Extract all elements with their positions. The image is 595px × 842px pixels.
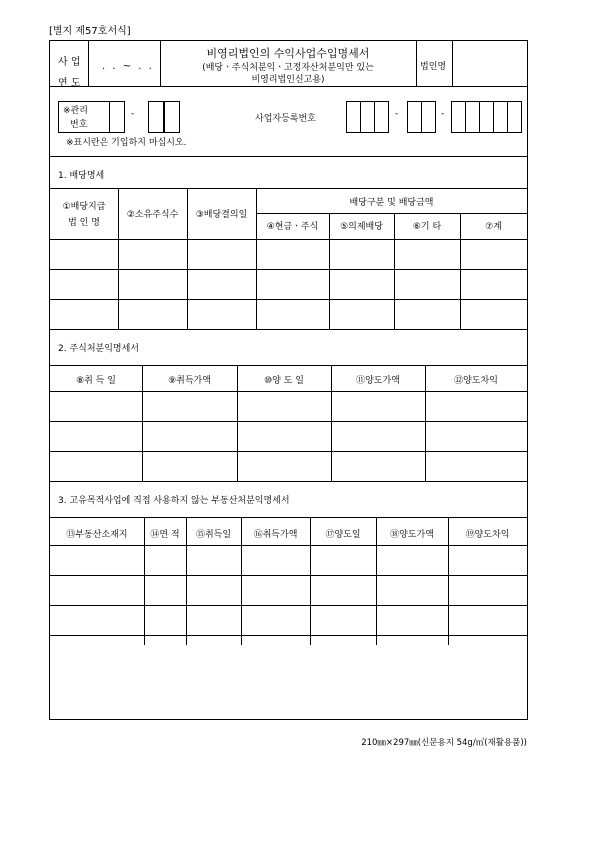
col-header-prop-transfer-price: ⑱양도가액 (390, 530, 434, 540)
table-row (50, 421, 527, 422)
col-header-dividend-payer-2: 법 인 명 (68, 218, 100, 228)
col-header-transfer-price: ⑪양도가액 (356, 376, 400, 386)
col-header-acquisition-price: ⑨취득가액 (168, 376, 211, 386)
divider (50, 481, 527, 482)
form-frame (49, 40, 528, 720)
biz-reg-digit-box[interactable] (374, 101, 389, 133)
table-row (50, 451, 527, 452)
col-header-dividend-payer-1: ①배당지급 (62, 202, 106, 212)
table-row (50, 391, 527, 392)
mgmt-no-label-2: 번호 (70, 120, 88, 130)
biz-reg-digit-box[interactable] (421, 101, 436, 133)
form-number-label: [별지 제57호서식] (49, 26, 131, 37)
biz-reg-label: 사업자등록번호 (255, 114, 316, 124)
divider (50, 517, 527, 518)
biz-reg-digit-box[interactable] (493, 101, 508, 133)
table-row (50, 575, 527, 576)
col-header-transfer-gain: ⑫양도차익 (454, 376, 498, 386)
divider (50, 86, 527, 87)
col-header-prop-acquisition-price: ⑯취득가액 (253, 530, 298, 540)
col-header-prop-transfer-gain: ⑲양도차익 (465, 530, 510, 540)
col-header-transfer-date: ⑩양 도 일 (264, 376, 304, 386)
section3-title: 3. 고유목적사업에 직접 사용하지 않는 부동산처분익명세서 (58, 496, 290, 506)
table-row (50, 239, 527, 240)
mgmt-no-digit-box[interactable] (164, 101, 180, 133)
biz-reg-digit-box[interactable] (407, 101, 422, 133)
dash: - (395, 109, 399, 119)
table-row (50, 269, 527, 270)
form-subtitle-2: 비영리법인신고용) (251, 75, 325, 85)
col-header-acquisition-date: ⑧취 득 일 (76, 376, 116, 386)
table-row (50, 545, 527, 546)
paper-size-footer: 210㎜×297㎜(신문용지 54g/㎡(재활용품)) (361, 738, 527, 748)
table-row (50, 605, 527, 606)
biz-reg-digit-box[interactable] (451, 101, 466, 133)
col-header-dividend-resolution-date: ③배당결의일 (195, 210, 248, 220)
divider (50, 156, 527, 157)
col-header-other: ⑥기 타 (412, 222, 442, 232)
divider (256, 188, 257, 329)
col-header-area: ⑭면 적 (150, 530, 180, 540)
year-range-field[interactable]: . . ~ . . (102, 61, 154, 72)
divider (50, 188, 527, 189)
biz-reg-digit-box[interactable] (507, 101, 522, 133)
corp-name-label: 법인명 (420, 62, 447, 72)
business-year-label-1: 사 업 (58, 57, 81, 68)
table-row (50, 299, 527, 300)
note: ※표시란은 기입하지 마십시오. (66, 138, 187, 148)
divider (50, 635, 527, 636)
col-header-property-location: ⑬부동산소재지 (66, 530, 128, 540)
col-header-prop-transfer-date: ⑰양도일 (325, 530, 361, 540)
dash: - (131, 109, 135, 119)
divider (416, 41, 417, 86)
col-header-dividend-type-group: 배당구분 및 배당금액 (349, 198, 434, 208)
col-header-shares-owned: ②소유주식수 (126, 210, 179, 220)
biz-reg-digit-box[interactable] (465, 101, 480, 133)
business-year-label-2: 연 도 (58, 78, 81, 89)
biz-reg-digit-box[interactable] (479, 101, 494, 133)
section1-title: 1. 배당명세 (58, 171, 105, 181)
col-header-prop-acquisition-date: ⑮취득일 (195, 530, 232, 540)
col-header-total: ⑦계 (485, 222, 502, 232)
col-header-deemed-dividend: ⑤의제배당 (340, 222, 383, 232)
biz-reg-digit-box[interactable] (346, 101, 361, 133)
col-header-cash-stock: ④현금ㆍ주식 (266, 222, 319, 232)
divider (256, 213, 527, 214)
divider (50, 329, 527, 330)
dash: - (441, 109, 445, 119)
form-title: 비영리법인의 수익사업수입명세서 (206, 47, 370, 60)
divider (88, 41, 89, 86)
section2-title: 2. 주식처분익명세서 (58, 344, 140, 354)
biz-reg-digit-box[interactable] (360, 101, 375, 133)
mgmt-no-digit-box[interactable] (148, 101, 164, 133)
mgmt-no-digit-box[interactable] (109, 101, 125, 133)
mgmt-no-label-1: ※관리 (63, 106, 88, 116)
form-subtitle-1: (배당ㆍ주식처분익ㆍ고정자산처분익만 있는 (202, 63, 374, 73)
divider (50, 365, 527, 366)
corp-name-field[interactable] (453, 41, 527, 86)
